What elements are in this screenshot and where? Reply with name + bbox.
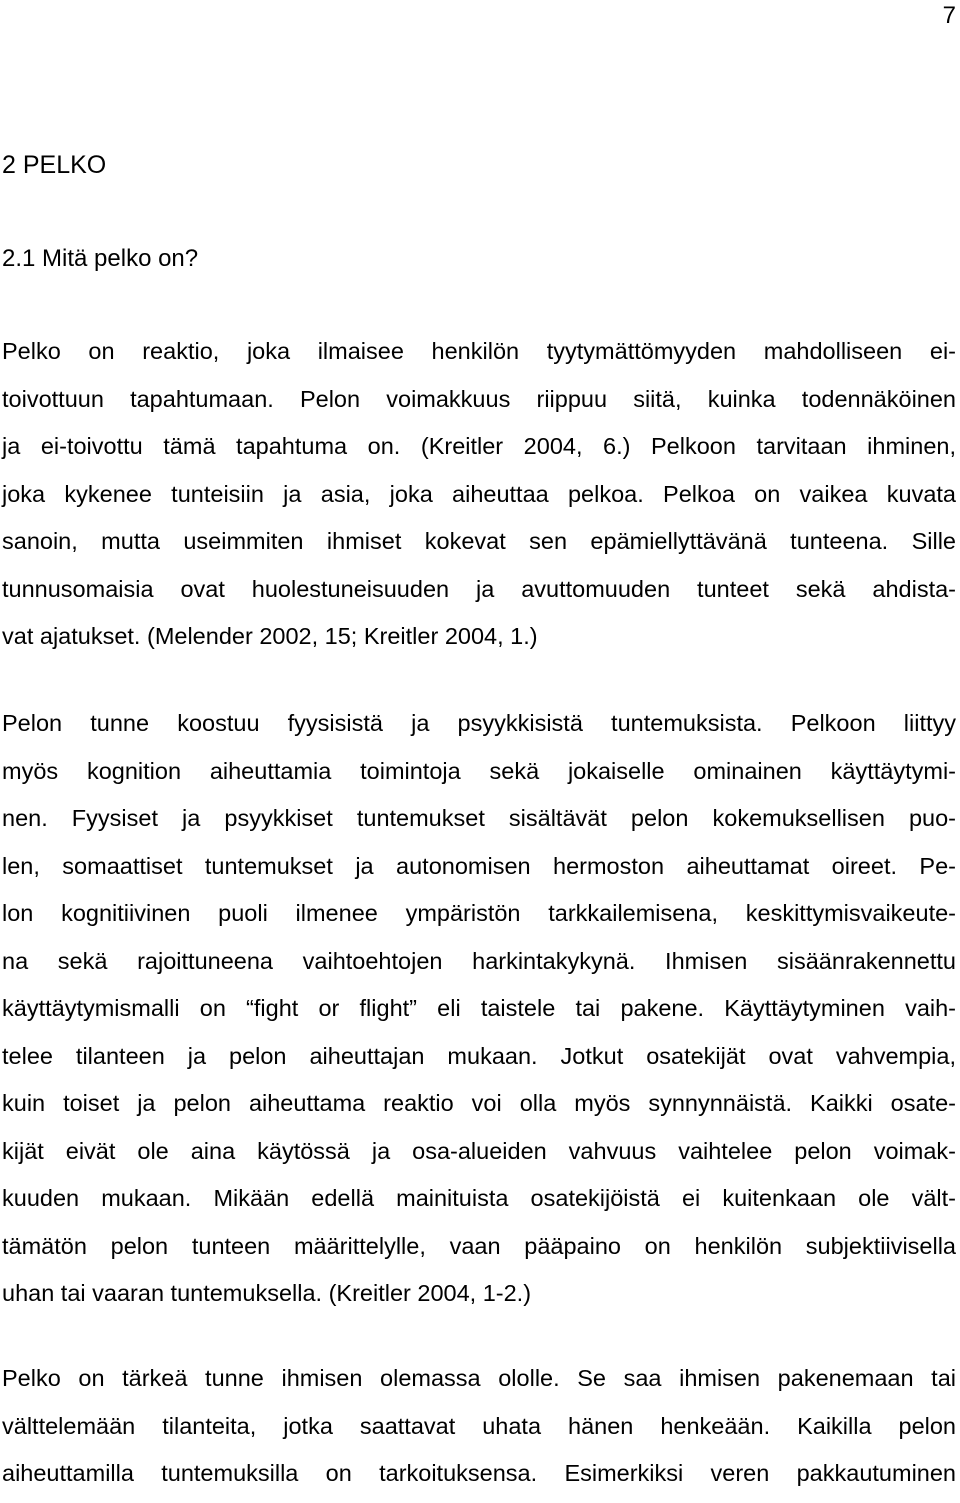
paragraph-line: tämätön pelon tunteen määrittelylle, vaan pääpaino on henkilön subjektiivisella (2, 1232, 956, 1259)
paragraph-line: käyttäytymismalli on “fight or flight” eli taistele tai pakene. Käyttäytyminen vaih- (2, 995, 956, 1021)
paragraph-line: Pelko on reaktio, joka ilmaisee henkilön tyytymättömyyden mahdolliseen ei- (2, 338, 956, 364)
paragraph-line: len, somaattiset tuntemukset ja autonomisen hermoston aiheuttamat oireet. Pe- (2, 852, 956, 879)
paragraph-2 (2, 705, 956, 1323)
paragraph-line: Pelko on tärkeä tunne ihmisen olemassa ololle. Se saa ihmisen pakenemaan tai (2, 1365, 956, 1391)
paragraph-1 (2, 333, 956, 666)
paragraph-line: kuin toiset ja pelon aiheuttama reaktio voi olla myös synnynnäistä. Kaikki osate- (2, 1090, 956, 1116)
paragraph-line: Pelon tunne koostuu fyysisistä ja psyykkisistä tuntemuksista. Pelkoon liittyy (2, 710, 956, 736)
paragraph-line: uhan tai vaaran tuntemuksella. (Kreitler 2004, 1-2.) (2, 1280, 532, 1306)
paragraph-line: sanoin, mutta useimmiten ihmiset kokevat sen epämiellyttävänä tunteena. Sille (2, 528, 956, 554)
chapter-heading: 2 PELKO (2, 151, 107, 179)
paragraph-line: joka kykenee tunteisiin ja asia, joka aiheuttaa pelkoa. Pelkoa on vaikea kuvata (2, 480, 956, 507)
page-number: 7 (942, 2, 956, 29)
paragraph-line: toivottuun tapahtumaan. Pelon voimakkuus riippuu siitä, kuinka todennäköinen (2, 385, 956, 412)
paragraph-line: lon kognitiivinen puoli ilmenee ympäristön tarkkailemisena, keskittymisvaikeute- (2, 900, 956, 926)
paragraph-line: vat ajatukset. (Melender 2002, 15; Kreitler 2004, 1.) (2, 623, 538, 649)
paragraph-line: kuuden mukaan. Mikään edellä mainituista osatekijöistä ei kuitenkaan ole vält- (2, 1185, 956, 1211)
paragraph-line: nen. Fyysiset ja psyykkiset tuntemukset sisältävät pelon kokemuksellisen puo- (2, 805, 956, 831)
paragraph-line: na sekä rajoittuneena vaihtoehtojen harkintakykynä. Ihmisen sisäänrakennettu (2, 947, 956, 974)
paragraph-line: tunnusomaisia ovat huolestuneisuuden ja avuttomuuden tunteet sekä ahdista- (2, 575, 956, 602)
paragraph-line: ja ei-toivottu tämä tapahtuma on. (Kreitler 2004, 6.) Pelkoon tarvitaan ihminen, (2, 433, 956, 459)
paragraph-line: välttelemään tilanteita, jotka saattavat uhata hänen henkeään. Kaikilla pelon (2, 1412, 956, 1439)
paragraph-line: myös kognition aiheuttamia toimintoja sekä jokaiselle ominainen käyttäytymi- (2, 757, 956, 784)
paragraph-line: telee tilanteen ja pelon aiheuttajan mukaan. Jotkut osatekijät ovat vahvempia, (2, 1042, 956, 1069)
paragraph-3 (2, 1360, 956, 1503)
section-heading: 2.1 Mitä pelko on? (2, 245, 199, 272)
paragraph-line: aiheuttamilla tuntemuksilla on tarkoituksensa. Esimerkiksi veren pakkautuminen (2, 1460, 956, 1486)
paragraph-line: kijät eivät ole aina käytössä ja osa-alueiden vahvuus vaihtelee pelon voimak- (2, 1137, 956, 1164)
